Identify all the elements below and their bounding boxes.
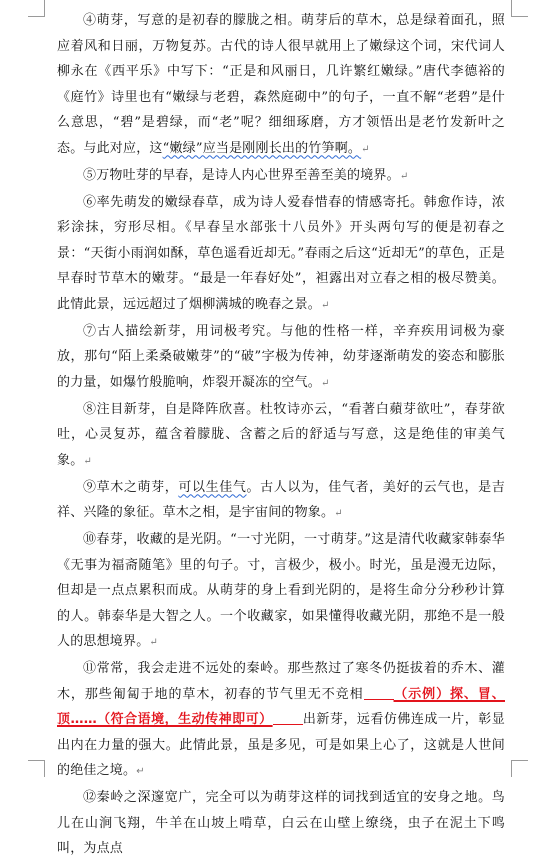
crop-mark-top-left xyxy=(28,0,45,17)
paragraph-7 xyxy=(57,319,505,397)
paragraph-10 xyxy=(57,527,505,656)
paragraph-5 xyxy=(57,163,505,190)
answer-blank xyxy=(364,685,394,700)
paragraph-11-tail: 出新芽，远看仿佛连成一片，彰显出内在力量的强大。此情此景，虽是多见，可是如果上心了，这就是人世间的绝佳之境。 xyxy=(57,712,505,778)
paragraph-9-underlined-phrase: 可以生佳气 xyxy=(178,479,247,495)
paragraph-5-text: ⑤万物吐芽的早春，是诗人内心世界至善至美的境界。 xyxy=(83,167,400,183)
crop-mark-top-right xyxy=(511,0,528,17)
paragraph-mark: ↵ xyxy=(361,143,370,155)
document-body xyxy=(57,8,505,862)
paragraph-mark: ↵ xyxy=(321,377,330,389)
paragraph-4-wavy-underlined-text: “嫩绿”应当是刚刚长出的竹笋啊。 xyxy=(162,140,362,156)
paragraph-12-text: ⑫秦岭之深邃宽广，完全可以为萌芽这样的词找到适宜的安身之地。鸟儿在山涧飞翔，牛羊在山坡上啃草，白云在山壁上缭绕，虫子在泥土下鸣叫，为点点 xyxy=(57,790,505,856)
crop-mark-bottom-left xyxy=(28,760,45,777)
paragraph-mark: ↵ xyxy=(136,766,145,777)
answer-blank xyxy=(273,710,303,725)
paragraph-9-lead: ⑨草木之萌芽， xyxy=(83,479,179,495)
answer-text: （示例）探、冒、顶……（符合语境，生动传神即可） xyxy=(57,686,505,727)
paragraph-8 xyxy=(57,397,505,475)
paragraph-6 xyxy=(57,190,505,319)
paragraph-mark: ↵ xyxy=(321,299,330,311)
paragraph-9 xyxy=(57,475,505,527)
paragraph-4 xyxy=(57,8,505,162)
paragraph-9-tail: 。古人以为，佳气者，美好的云气也，是吉祥、兴隆的象征。草木之相，是宇宙间的物象。 xyxy=(57,479,505,520)
paragraph-10-text: ⑩春芽，收藏的是光阴。“一寸光阴，一寸萌芽。”这是清代收藏家韩泰华《无事为福斋随笔》里的句子。寸，言极少，极小。时光，虽是漫无边际，但却是一点点累积而成。从萌芽的身上看到光阴的，是将生命分分秒秒计算的人。韩泰华是大智之人。一个收藏家，如果懂得收藏光阴，那绝不是一般人的思想境界。 xyxy=(57,532,505,649)
paragraph-mark: ↵ xyxy=(83,455,92,467)
paragraph-11-lead: ⑪常常，我会走进不远处的秦岭。那些熬过了寒冬仍挺拔着的乔木、灌木，那些匍匐于地的草木，初春的节气里无不竞相 xyxy=(57,661,505,702)
paragraph-7-text: ⑦古人描绘新芽，用词极考究。与他的性格一样，辛弃疾用词极为豪放，那句“陌上柔桑破嫩芽”的“破”字极为传神，幼芽逐渐萌发的姿态和膨胀的力量，如爆竹般脆响，炸裂开凝冻的空气。 xyxy=(57,323,505,390)
paragraph-4-text: ④萌芽，写意的是初春的朦胧之相。萌芽后的草木，总是绿着面孔，照应着风和日丽，万物复苏。古代的诗人很早就用上了嫩绿这个词，宋代词人柳永在《西平乐》中写下：“正是和风丽日，几许繁红嫩绿。”唐代李德裕的《庭竹》诗里也有“嫩绿与老碧，森然庭砌中”的句子，一直不解“老碧”是什么意思，“碧”是碧绿，而“老”呢？细细琢磨，方才领悟出是老竹发新叶之态。与此对应，这 xyxy=(57,13,505,156)
paragraph-12 xyxy=(57,785,505,862)
paragraph-mark: ↵ xyxy=(149,637,158,648)
paragraph-11 xyxy=(57,656,505,785)
paragraph-8-text: ⑧注目新芽，自是降阵欣喜。杜牧诗亦云，“看著白蘋芽欲吐”，春芽欲吐，心灵复苏，蕴含着朦胧、含蓄之后的舒适与写意，这是绝佳的审美气象。 xyxy=(57,401,505,468)
paragraph-mark: ↵ xyxy=(399,170,409,182)
crop-mark-bottom-right xyxy=(511,760,528,777)
paragraph-mark: ↵ xyxy=(334,508,343,519)
paragraph-6-text: ⑥率先萌发的嫩绿春草，成为诗人爱春惜春的情感寄托。韩愈作诗，浓彩涂抹，穷形尽相。《早春呈水部张十八员外》开头两句写的便是初春之景：“天街小雨润如酥，草色遥看近却无。”春雨之后这“近却无”的草色，正是早春时节草木的嫩芽。“最是一年春好处”，袒露出对立春之相的极尽赞美。此情此景，远远超过了烟柳满城的晚春之景。 xyxy=(57,194,505,312)
